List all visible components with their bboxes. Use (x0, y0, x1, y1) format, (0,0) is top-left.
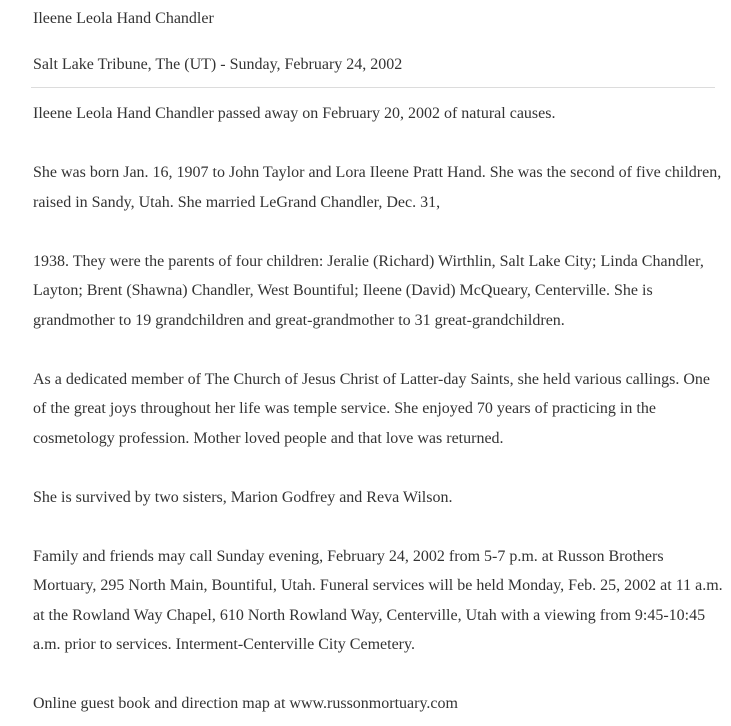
paragraph-passing: Ileene Leola Hand Chandler passed away on February 20, 2002 of natural causes. (33, 105, 556, 122)
obituary-title: Ileene Leola Hand Chandler (33, 10, 214, 27)
paragraph-guest-book: Online guest book and direction map at www.russonmortuary.com (33, 695, 458, 712)
obituary-body (33, 99, 723, 719)
publication-source-line: Salt Lake Tribune, The (UT) - Sunday, February 24, 2002 (33, 56, 403, 73)
header-divider (31, 87, 715, 88)
paragraph-birth-marriage: She was born Jan. 16, 1907 to John Taylor and Lora Ileene Pratt Hand. She was the second of five children, raised in Sandy, Utah. She married LeGrand Chandler, Dec. 31, (33, 164, 722, 211)
paragraph-services: Family and friends may call Sunday evening, February 24, 2002 from 5-7 p.m. at Russon Brothers Mortuary, 295 North Main, Bountiful, Utah. Funeral services will be held Monday, Feb. 25, 2002 at 11 a.m. at the Rowland Way Chapel, 610 North Rowland Way, Centerville, Utah with a viewing from 9:45-10:45 a.m. prior to services. Interment-Centerville City Cemetery. (33, 547, 723, 653)
paragraph-church-career: As a dedicated member of The Church of Jesus Christ of Latter-day Saints, she held various callings. One of the great joys throughout her life was temple service. She enjoyed 70 years of practicing in the cosmetology profession. Mother loved people and that love was returned. (33, 370, 710, 447)
paragraph-children: 1938. They were the parents of four children: Jeralie (Richard) Wirthlin, Salt Lake City; Linda Chandler, Layton; Brent (Shawna) Chandler, West Bountiful; Ileene (David) McQueary, Centerville. She is grandmother to 19 grandchildren and great-grandmother to 31 great-grandchildren. (33, 252, 704, 329)
paragraph-survivors: She is survived by two sisters, Marion Godfrey and Reva Wilson. (33, 488, 453, 506)
